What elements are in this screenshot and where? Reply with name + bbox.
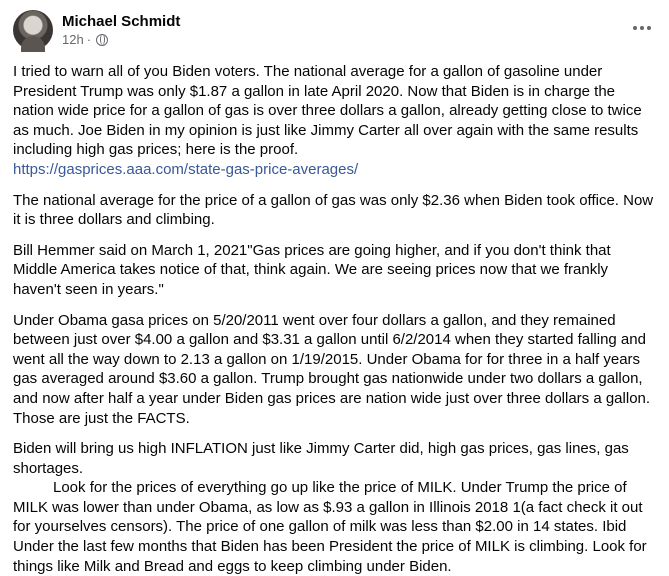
timestamp[interactable]: 12h	[62, 32, 84, 47]
more-dots-icon	[633, 26, 637, 30]
post-paragraph-3: Bill Hemmer said on March 1, 2021"Gas prices are going higher, and if you don't think that Middle America takes notice of that, think again. We are seeing prices now that we frankly haven't seen in years."	[13, 241, 611, 298]
paragraph-text: Look for the prices of everything go up like the price of MILK. Under Trump the price of MILK was lower than under Obama, as low as $.93 a gallon in Illinois 2018 1(a fact check it out for yourselves censors). The price of one gallon of milk was less than $2.00 in 14 states. Ibid Under the last few months that Biden has been President the price of MILK is climbing. Look for things like Milk and Bread and eggs to keep climbing under Biden.	[13, 479, 647, 575]
post-paragraph-5: Biden will bring us high INFLATION just like Jimmy Carter did, high gas prices, gas lines, gas shortages.	[13, 440, 629, 477]
avatar[interactable]	[13, 10, 53, 50]
post-paragraph-4: Under Obama gasa prices on 5/20/2011 went over four dollars a gallon, and they remained between just over $4.00 a gallon and $3.31 a gallon until 6/2/2014 when they started falling and went all the way down to 2.13 a gallon on 1/19/2015. Under Obama for for three in a half years gas averaged around $3.60 a gallon. Trump brought gas nationwide under two dollars a gallon, and now after half a year under Biden gas prices are nation wide just over three dollars a gallon. Those are just the FACTS.	[13, 311, 651, 427]
post-paragraph-2: The national average for the price of a gallon of gas was only $2.36 when Biden took office. Now it is three dollars and climbing.	[13, 191, 654, 229]
post-paragraph-6	[13, 478, 658, 576]
source-link[interactable]: https://gasprices.aaa.com/state-gas-price-averages/	[13, 160, 359, 178]
post-header	[13, 10, 656, 50]
globe-icon[interactable]	[96, 34, 108, 46]
post-body	[13, 62, 658, 576]
paragraph-text: I tried to warn all of you Biden voters. The national average for a gallon of gasoline under President Trump was only $1.87 a gallon in late April 2020. Now that Biden is in charge the nation wide price for a gallon of gas is over three dollars a gallon, already getting close to twice as much. Joe Biden in my opinion is just like Jimmy Carter all over again with the same results including high gas prices; here is the proof.	[13, 63, 642, 159]
meta-separator: ·	[86, 32, 92, 47]
post-paragraph-1	[13, 62, 658, 180]
more-options-button[interactable]	[630, 18, 654, 38]
author-name[interactable]: Michael Schmidt	[62, 13, 181, 30]
post-meta	[62, 31, 108, 48]
